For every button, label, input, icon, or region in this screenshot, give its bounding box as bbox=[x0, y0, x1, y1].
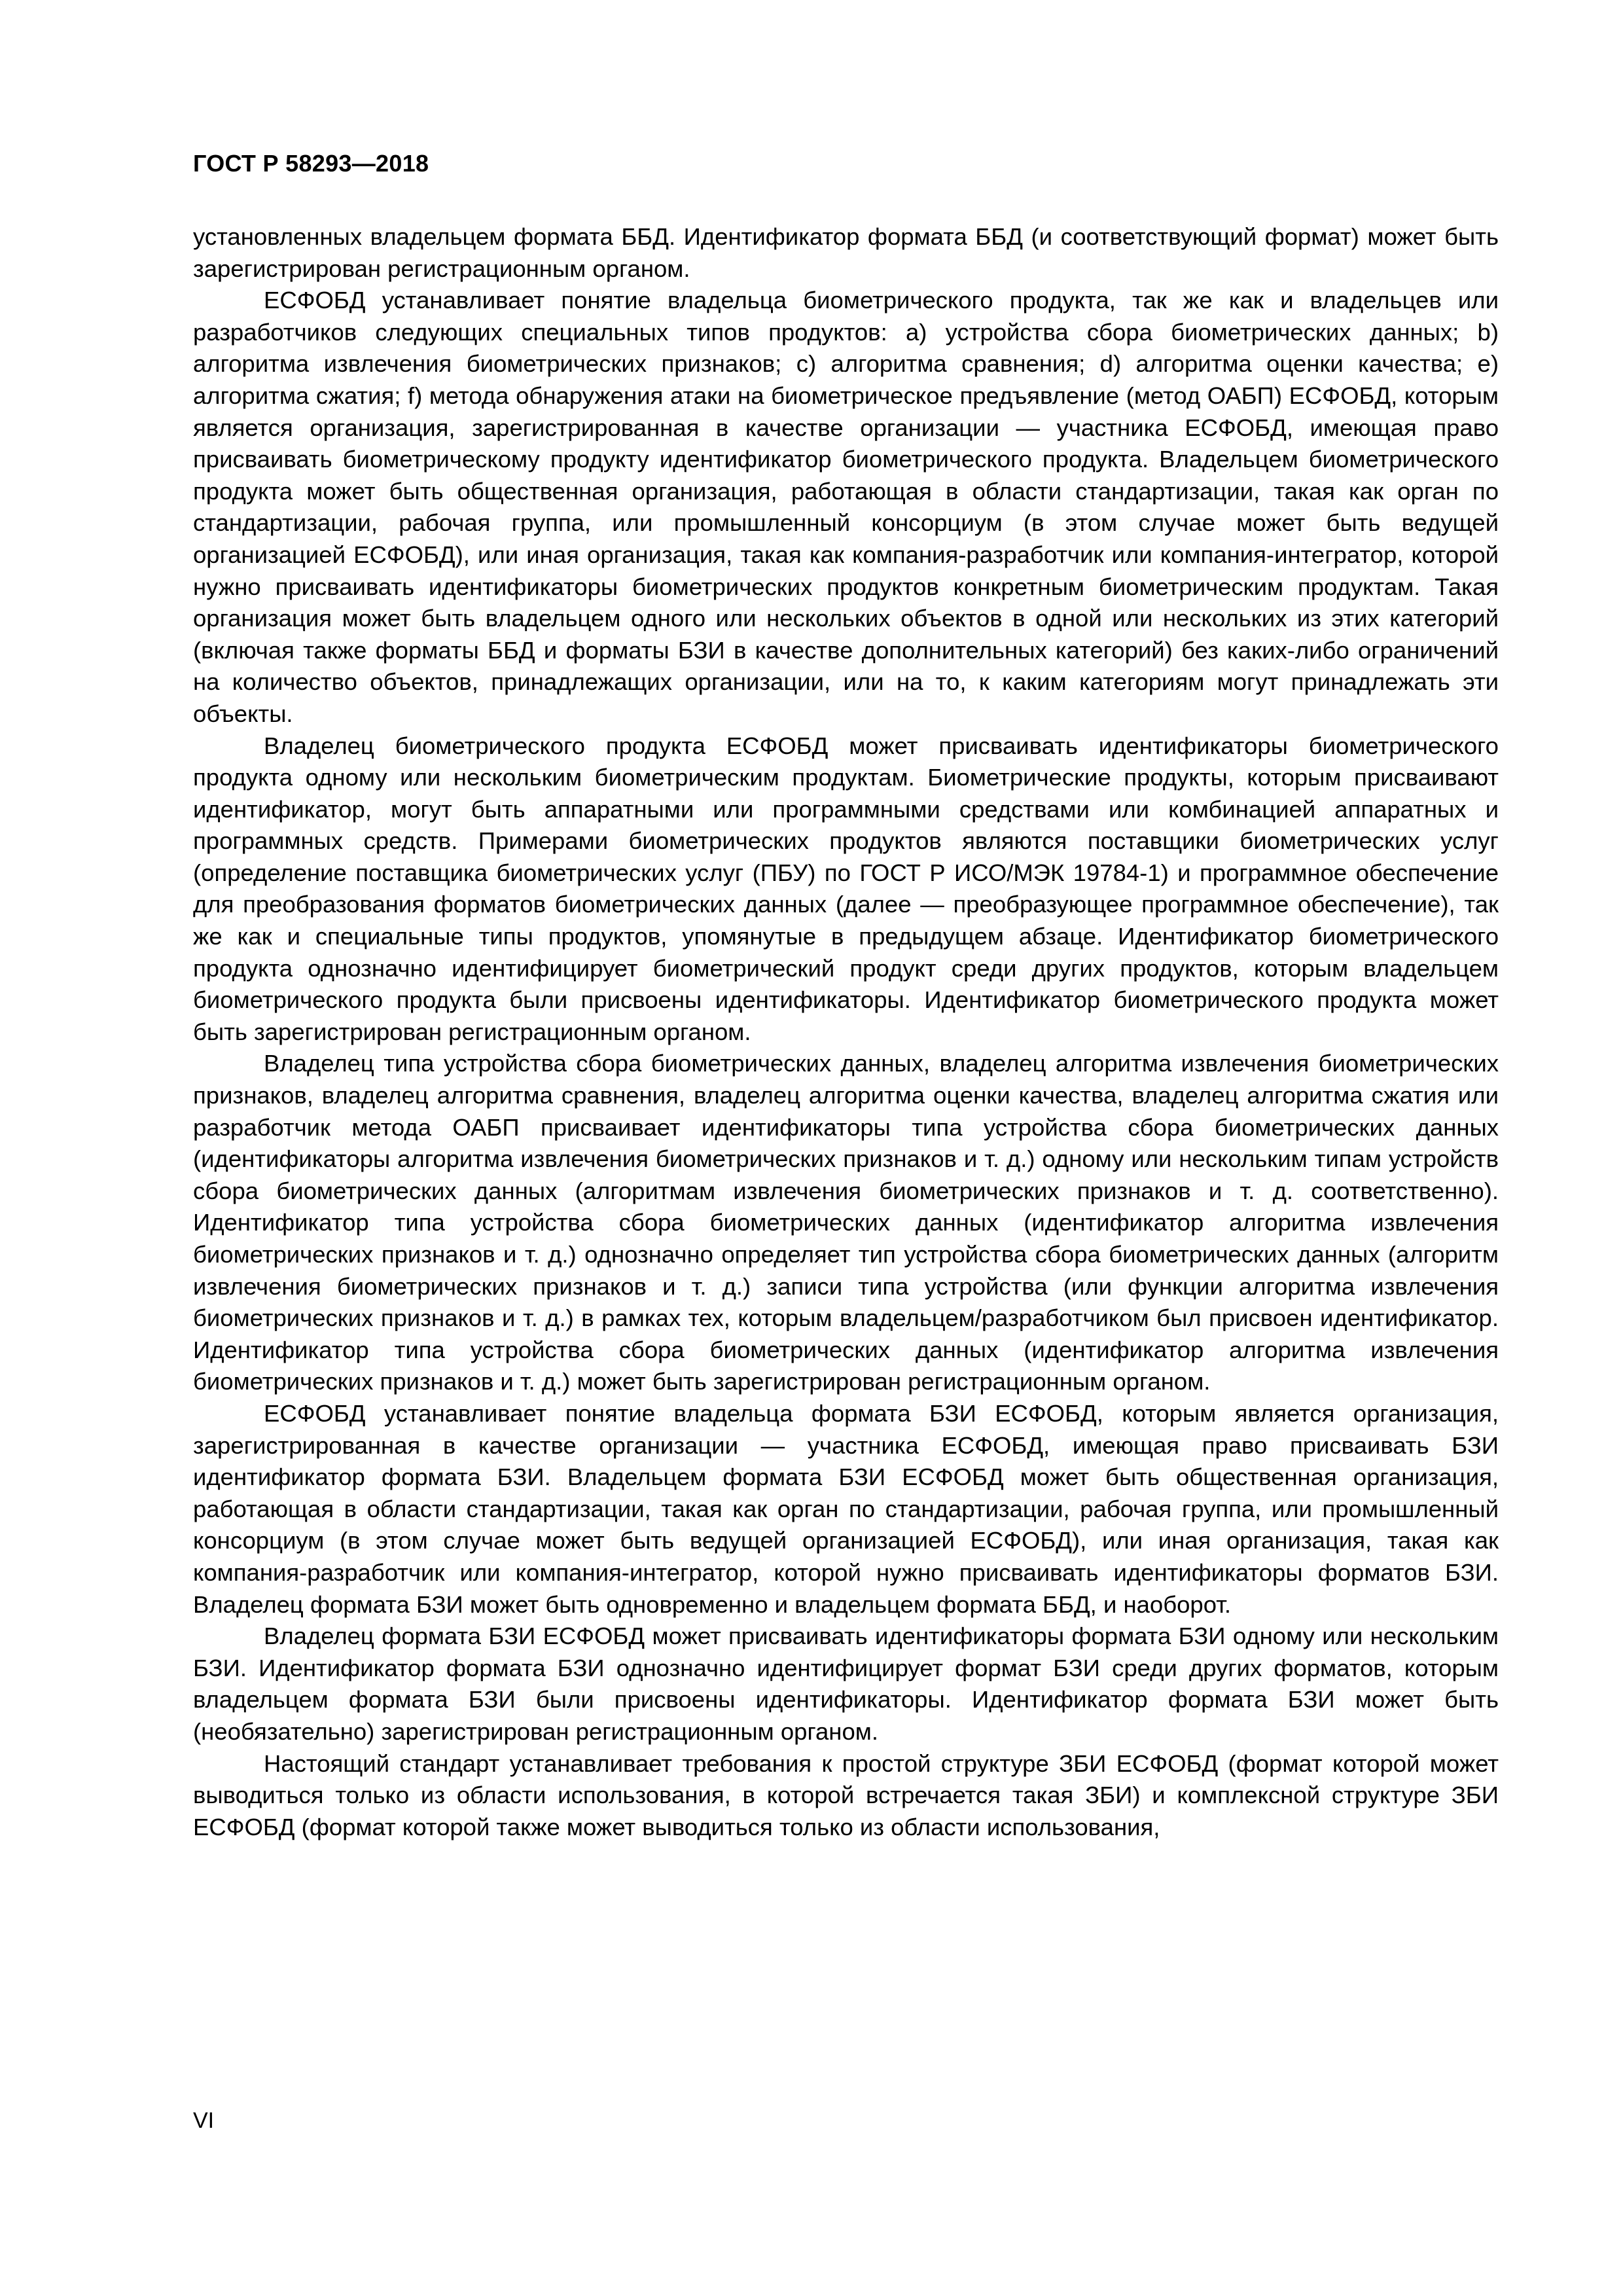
paragraph-continuation: установленных владельцем формата ББД. Идентификатор формата ББД (и соответствующий формат) может быть зарегистрирован регистрационным органом. bbox=[193, 223, 1499, 282]
paragraph-bzi-format-owner: ЕСФОБД устанавливает понятие владельца формата БЗИ ЕСФОБД, которым является организация, зарегистрированная в качестве организации — участника ЕСФОБД, имеющая право присваивать БЗИ идентификатор формата БЗИ. Владельцем формата БЗИ ЕСФОБД может быть общественная организация, работающая в области стандартизации, такая как орган по стандартизации, рабочая группа, или промышленный консорциум (в этом случае может быть ведущей организацией ЕСФОБД), или иная организация, такая как компания-разработчик или компания-интегратор, которой нужно присваивать идентификаторы форматов БЗИ. Владелец формата БЗИ может быть одновременно и владельцем формата ББД, и наоборот. bbox=[193, 1399, 1499, 1618]
document-body bbox=[193, 221, 1499, 1843]
paragraph-zbi-structure: Настоящий стандарт устанавливает требования к простой структуре ЗБИ ЕСФОБД (формат которой может выводиться только из области использования, в которой встречается такая ЗБИ) и комплексной структуре ЗБИ ЕСФОБД (формат которой также может выводиться только из области использования, bbox=[193, 1749, 1499, 1840]
paragraph-bzi-format-identifiers: Владелец формата БЗИ ЕСФОБД может присваивать идентификаторы формата БЗИ одному или нескольким БЗИ. Идентификатор формата БЗИ однозначно идентифицирует формат БЗИ среди других форматов, которым владельцем формата БЗИ были присвоены идентификаторы. Идентификатор формата БЗИ может быть (необязательно) зарегистрирован регистрационным органом. bbox=[193, 1623, 1499, 1745]
page-footer bbox=[193, 2108, 214, 2134]
paragraph-device-type-owner: Владелец типа устройства сбора биометрических данных, владелец алгоритма извлечения биометрических признаков, владелец алгоритма сравнения, владелец алгоритма оценки качества, владелец алгоритма сжатия или разработчик метода ОАБП присваивает идентификаторы типа устройства сбора биометрических данных (идентификаторы алгоритма извлечения биометрических признаков и т. д.) одному или нескольким типам устройств сбора биометрических данных (алгоритмам извлечения биометрических признаков и т. д. соответственно). Идентификатор типа устройства сбора биометрических данных (идентификатор алгоритма извлечения биометрических признаков и т. д.) однозначно определяет тип устройства сбора биометрических данных (алгоритм извлечения биометрических признаков и т. д.) записи типа устройства (или функции алгоритма извлечения биометрических признаков и т. д.) в рамках тех, которым владельцем/разработчиком был присвоен идентификатор. Идентификатор типа устройства сбора биометрических данных (идентификатор алгоритма извлечения биометрических признаков и т. д.) может быть зарегистрирован регистрационным органом. bbox=[193, 1050, 1499, 1395]
page-number: VI bbox=[193, 2108, 215, 2133]
paragraph-product-identifiers: Владелец биометрического продукта ЕСФОБД может присваивать идентификаторы биометрического продукта одному или нескольким биометрическим продуктам. Биометрические продукты, которым присваивают идентификатор, могут быть аппаратными или программными средствами или комбинацией аппаратных и программных средств. Примерами биометрических продуктов являются поставщики биометрических услуг (определение поставщика биометрических услуг (ПБУ) по ГОСТ Р ИСО/МЭК 19784-1) и программное обеспечение для преобразования форматов биометрических данных (далее — преобразующее программное обеспечение), так же как и специальные типы продуктов, упомянутые в предыдущем абзаце. Идентификатор биометрического продукта однозначно идентифицирует биометрический продукт среди других продуктов, которым владельцем биометрического продукта были присвоены идентификаторы. Идентификатор биометрического продукта может быть зарегистрирован регистрационным органом. bbox=[193, 732, 1499, 1045]
document-header bbox=[193, 149, 429, 177]
standard-id: ГОСТ Р 58293—2018 bbox=[193, 150, 429, 177]
paragraph-product-owner: ЕСФОБД устанавливает понятие владельца биометрического продукта, так же как и владельцев или разработчиков следующих специальных типов продуктов: a) устройства сбора биометрических данных; b) алгоритма извлечения биометрических признаков; c) алгоритма сравнения; d) алгоритма оценки качества; e) алгоритма сжатия; f) метода обнаружения атаки на биометрическое предъявление (метод ОАБП) ЕСФОБД, которым является организация, зарегистрированная в качестве организации — участника ЕСФОБД, имеющая право присваивать биометрическому продукту идентификатор биометрического продукта. Владельцем биометрического продукта может быть общественная организация, работающая в области стандартизации, такая как орган по стандартизации, рабочая группа, или промышленный консорциум (в этом случае может быть ведущей организацией ЕСФОБД), или иная организация, такая как компания-разработчик или компания-интегратор, которой нужно присваивать идентификаторы биометрических продуктов конкретным биометрическим продуктам. Такая организация может быть владельцем одного или нескольких объектов в одной или нескольких из этих категорий (включая также форматы ББД и форматы БЗИ в качестве дополнительных категорий) без каких-либо ограничений на количество объектов, принадлежащих организации, или на то, к каким категориям могут принадлежать эти объекты. bbox=[193, 287, 1499, 727]
